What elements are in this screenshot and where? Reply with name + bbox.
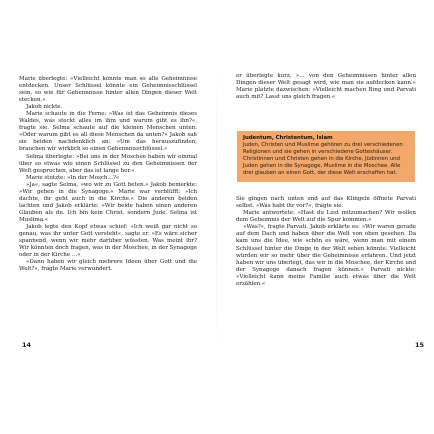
paragraph: Jakob nickte.: [26, 104, 63, 111]
paragraph: »Dann haben wir gleich mehrere Ideen über Gott und die Welt?«, fragte Marie verwundert.: [19, 259, 197, 273]
info-box: [237, 131, 415, 182]
paragraph: Selma überlegte: »Bei uns in der Moschee haben wir einmal über so etwas wie einen Schlüssel zu den Geheimnissen der Welt gesprochen, aber das ist lange her.«: [19, 153, 197, 174]
paragraph: Marie überlegte: »Vielleicht könnte man so alle Geheimnisse entdecken. Unser Schlüssel könnte ein Geheimnisschlüssel sein, so wie für Geheimnisse hinter allen Dingen dieser Welt stecken.«: [19, 76, 197, 104]
page-number: 14: [22, 341, 32, 349]
page-number: 15: [415, 341, 425, 349]
paragraph: »Was?«, fragte Parvati. Jakob erklärte es: »Wir waren gerade auf dem Dach und haben über die Welt von oben gesehen. Da kam uns die Idee, wie schön es wäre, wenn man mit einem Schlüssel hinter die Dinge in der Welt sehen könnte. Vielleicht würden wir so mehr über die Geheimnisse erfahren. Und jetzt haben wir uns überlegt, das wir in die Moschee, der Kirche und der Synagoge danach fragen können.« Parvati nickte: »Vielleicht kann meine Familie auch etwas über die Welt erzählen.«: [236, 224, 416, 287]
right-page: [217, 0, 434, 434]
left-page-text: [19, 76, 197, 273]
paragraph: Sie gingen nach unten und auf das Klingeln öffnete Parvati selbst. »Was habt ihr vor?«, fragte sie.: [236, 196, 416, 210]
info-box-text: Juden, Christen und Muslime gehören zu drei verschiedenen Religionen und sie gehen in verschiedene Gotteshäuser. Christinnen und Christen gehen in die Kirche, Jüdinnen und Juden gehen in die Synagoge, Muslime in die Moschee. Alle drei glauben an einen Gott, der diese Welt erschaffen hat.: [243, 142, 403, 177]
paragraph: Jakob legte den Kopf etwas schief: »Ich weiß gar nicht so genau, was ihr unter Gott versteht«, sagte er. »Es wäre sicher spannend, wenn wir mehr darüber wüssten. Was meint ihr? Wir könnten doch fragen, was in der Moschee, in der Synagoge oder in der Kirche …«: [19, 223, 197, 259]
paragraph: »Ja«, sagte Selma, »wo wir zu Gott beten.« Jakob bemerkte: »Wir gehen in die Synagoge.« Marie war verblüfft: »Ich dachte, ihr geht auch in die Kirche.« Die anderen beiden lachten und Jakob erklärte: »Wir beide haben einen anderen Glauben als du. Ich bin kein Christ, sondern Jude. Selma ist Muslima.«: [19, 181, 197, 223]
paragraph: Marie schaute in die Ferne: »Was ist das Geheimnis dieses Waldes, was steckt alles im ihm und warum gibt es ihn?«, fragte sie. Selma schaute auf die kleinen Menschen unten: »Oder warum gibt es all diese Menschen da unten?« Jakob sah sie beiden nachdenklich an: »Um das herauszufinden, brauchen wir wirklich so einen Geheimnisschlüssel.«: [19, 111, 197, 153]
right-page-text: [236, 73, 416, 288]
paragraph: Marie stutzte: »In der Mosch…?«: [26, 174, 120, 181]
paragraph: Marie antwortete: »Hast du Lust mitzumachen? Wir wollen dem Geheimnis der Welt auf die Spur kommen.«: [236, 210, 416, 224]
info-box-title: Judentum, Christentum, Islam: [243, 135, 333, 142]
paragraph: er überlegte kurz, »… von den Geheimnissen hinter allen Dingen dieser Welt gesagt wird, wie man sie aufdecken kann.« Marie platzte dazwischen: »Vielleicht machen Bing und Parvati auch mit? Lasst uns gleich fragen.«: [236, 73, 416, 101]
